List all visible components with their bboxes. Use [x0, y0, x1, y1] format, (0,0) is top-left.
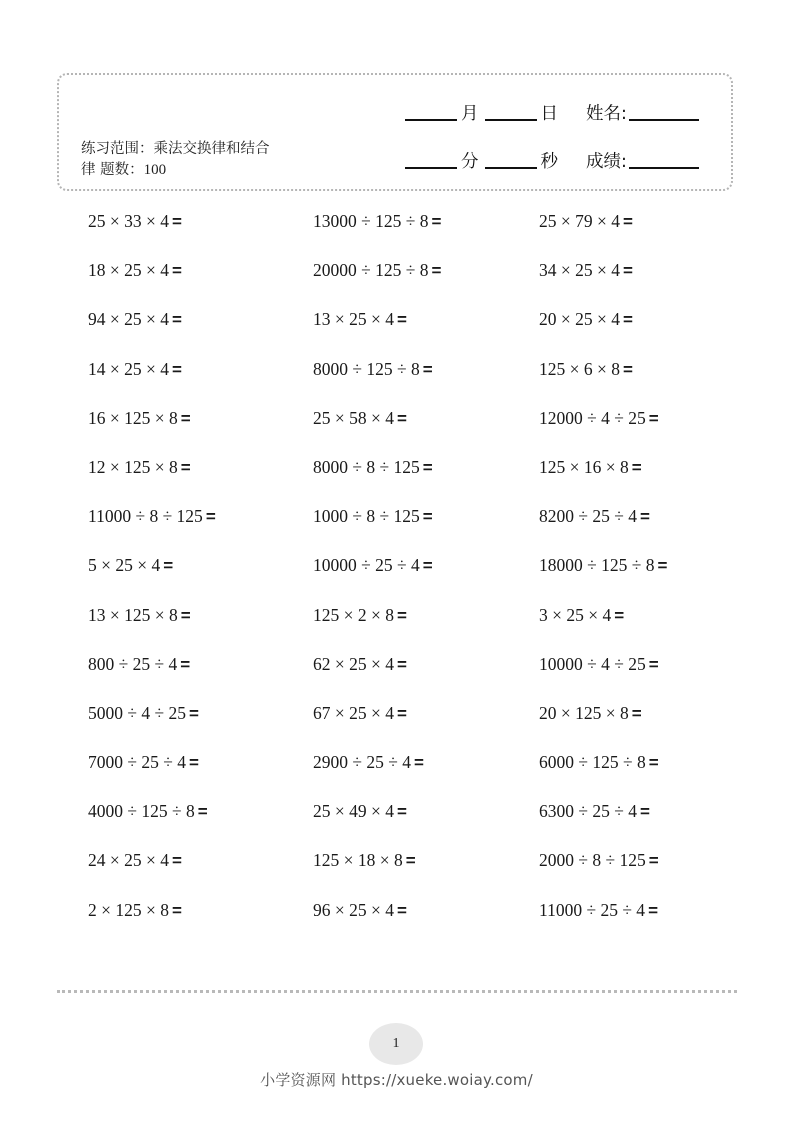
minute-blank[interactable] — [405, 167, 457, 169]
problem-expression: 10000 ÷ 25 ÷ 4 — [313, 555, 420, 576]
math-problem — [313, 598, 539, 647]
equals-sign: = — [397, 654, 407, 674]
name-label: 姓名: — [586, 104, 627, 124]
equals-sign: = — [422, 556, 433, 576]
problem-expression: 4000 ÷ 125 ÷ 8 — [88, 801, 195, 822]
equals-sign: = — [639, 507, 650, 527]
problem-expression: 94 × 25 × 4 — [88, 309, 169, 330]
problem-expression: 5000 ÷ 4 ÷ 25 — [88, 702, 186, 723]
math-problem — [313, 794, 539, 843]
math-problem — [539, 548, 748, 597]
equals-sign: = — [648, 408, 659, 428]
equals-sign: = — [180, 605, 191, 625]
problem-expression: 14 × 25 × 4 — [88, 358, 169, 379]
equals-sign: = — [397, 802, 407, 822]
problem-expression: 20 × 125 × 8 — [539, 702, 629, 723]
problem-expression: 2000 ÷ 8 ÷ 125 — [539, 850, 646, 871]
month-label: 月 — [461, 104, 479, 124]
math-problem — [88, 450, 313, 499]
equals-sign: = — [623, 310, 633, 330]
equals-sign: = — [397, 900, 407, 920]
problem-expression: 10000 ÷ 4 ÷ 25 — [539, 653, 646, 674]
problem-expression: 34 × 25 × 4 — [539, 260, 620, 281]
math-problem — [313, 204, 539, 253]
math-problem — [88, 548, 313, 597]
problem-expression: 125 × 16 × 8 — [539, 456, 629, 477]
problem-expression: 62 × 25 × 4 — [313, 653, 394, 674]
math-problem — [539, 843, 748, 892]
equals-sign: = — [188, 753, 199, 773]
math-problem — [539, 499, 748, 548]
math-problem — [539, 696, 748, 745]
practice-range-line1: 练习范围：乘法交换律和结合 — [81, 141, 270, 157]
name-blank[interactable] — [629, 119, 699, 121]
date-name-row — [405, 99, 699, 125]
math-problem — [88, 893, 313, 942]
math-problem — [313, 843, 539, 892]
page-number: 1 — [392, 1036, 400, 1051]
math-problem — [313, 647, 539, 696]
math-problem — [88, 745, 313, 794]
problem-expression: 8000 ÷ 8 ÷ 125 — [313, 456, 420, 477]
problem-expression: 125 × 18 × 8 — [313, 850, 403, 871]
problem-expression: 125 × 2 × 8 — [313, 604, 394, 625]
day-blank[interactable] — [485, 119, 537, 121]
problem-expression: 13 × 125 × 8 — [88, 604, 178, 625]
equals-sign: = — [631, 703, 642, 723]
problem-expression: 125 × 6 × 8 — [539, 358, 620, 379]
math-problem — [88, 204, 313, 253]
equals-sign: = — [422, 457, 433, 477]
math-problem — [539, 302, 748, 351]
practice-range-info — [81, 139, 311, 181]
math-problem — [88, 647, 313, 696]
problem-expression: 96 × 25 × 4 — [313, 899, 394, 920]
math-problem — [539, 253, 748, 302]
equals-sign: = — [180, 457, 191, 477]
equals-sign: = — [172, 851, 182, 871]
problem-expression: 2900 ÷ 25 ÷ 4 — [313, 752, 411, 773]
problem-expression: 16 × 125 × 8 — [88, 407, 178, 428]
problem-expression: 1000 ÷ 8 ÷ 125 — [313, 506, 420, 527]
problem-expression: 18 × 25 × 4 — [88, 260, 169, 281]
problem-expression: 8200 ÷ 25 ÷ 4 — [539, 506, 637, 527]
equals-sign: = — [648, 753, 659, 773]
page-number-badge — [369, 1023, 423, 1065]
math-problem — [313, 499, 539, 548]
problem-expression: 800 ÷ 25 ÷ 4 — [88, 653, 178, 674]
math-problem — [88, 302, 313, 351]
question-count-value: 100 — [143, 162, 167, 178]
equals-sign: = — [180, 654, 191, 674]
problem-expression: 13000 ÷ 125 ÷ 8 — [313, 211, 429, 231]
equals-sign: = — [631, 457, 642, 477]
problem-expression: 6000 ÷ 125 ÷ 8 — [539, 752, 646, 773]
math-problem — [313, 745, 539, 794]
problem-expression: 25 × 49 × 4 — [313, 801, 394, 822]
problem-expression: 13 × 25 × 4 — [313, 309, 394, 330]
equals-sign: = — [163, 556, 174, 576]
equals-sign: = — [648, 654, 659, 674]
equals-sign: = — [205, 507, 216, 527]
problem-expression: 25 × 58 × 4 — [313, 407, 394, 428]
math-problem — [539, 598, 748, 647]
math-problem — [88, 696, 313, 745]
problem-expression: 20000 ÷ 125 ÷ 8 — [313, 260, 429, 281]
equals-sign: = — [431, 261, 442, 281]
equals-sign: = — [397, 310, 407, 330]
problem-expression: 20 × 25 × 4 — [539, 309, 620, 330]
equals-sign: = — [422, 359, 433, 379]
minute-label: 分 — [461, 152, 479, 172]
equals-sign: = — [188, 703, 199, 723]
math-problem — [88, 843, 313, 892]
math-problem — [539, 450, 748, 499]
math-problem — [539, 401, 748, 450]
equals-sign: = — [397, 408, 407, 428]
problem-expression: 11000 ÷ 8 ÷ 125 — [88, 506, 203, 527]
day-label: 日 — [540, 104, 558, 124]
math-problem — [313, 548, 539, 597]
problem-expression: 18000 ÷ 125 ÷ 8 — [539, 555, 655, 576]
time-score-row — [405, 147, 699, 173]
equals-sign: = — [172, 212, 182, 231]
math-problem — [539, 794, 748, 843]
problem-grid — [88, 204, 748, 942]
math-problem — [539, 204, 748, 253]
second-blank[interactable] — [485, 167, 537, 169]
math-problem — [539, 745, 748, 794]
math-problem — [313, 893, 539, 942]
math-problem — [313, 696, 539, 745]
problem-expression: 25 × 33 × 4 — [88, 211, 169, 231]
equals-sign: = — [397, 605, 407, 625]
problem-expression: 12000 ÷ 4 ÷ 25 — [539, 407, 646, 428]
equals-sign: = — [648, 851, 659, 871]
math-problem — [313, 352, 539, 401]
problem-expression: 12 × 125 × 8 — [88, 456, 178, 477]
equals-sign: = — [648, 900, 658, 920]
footer-divider — [57, 990, 737, 993]
practice-range-line2 — [81, 160, 311, 181]
site-watermark: 小学资源网 https://xueke.woiay.com/ — [260, 1071, 533, 1089]
math-problem — [313, 253, 539, 302]
equals-sign: = — [397, 703, 407, 723]
math-problem — [539, 893, 748, 942]
problem-expression: 5 × 25 × 4 — [88, 555, 161, 576]
math-problem — [313, 302, 539, 351]
question-count-label: 律 题数： — [81, 162, 144, 178]
equals-sign: = — [623, 212, 633, 231]
equals-sign: = — [639, 802, 650, 822]
math-problem — [88, 253, 313, 302]
score-blank[interactable] — [629, 167, 699, 169]
equals-sign: = — [172, 359, 182, 379]
equals-sign: = — [623, 359, 633, 379]
problem-expression: 8000 ÷ 125 ÷ 8 — [313, 358, 420, 379]
problem-expression: 6300 ÷ 25 ÷ 4 — [539, 801, 637, 822]
equals-sign: = — [405, 851, 416, 871]
math-problem — [539, 352, 748, 401]
equals-sign: = — [172, 900, 182, 920]
equals-sign: = — [614, 605, 625, 625]
equals-sign: = — [172, 261, 182, 281]
equals-sign: = — [657, 556, 668, 576]
problem-expression: 7000 ÷ 25 ÷ 4 — [88, 752, 186, 773]
worksheet-header-box — [57, 73, 733, 191]
math-problem — [88, 794, 313, 843]
problem-expression: 3 × 25 × 4 — [539, 604, 612, 625]
equals-sign: = — [197, 802, 208, 822]
problem-expression: 24 × 25 × 4 — [88, 850, 169, 871]
problem-expression: 11000 ÷ 25 ÷ 4 — [539, 899, 646, 920]
equals-sign: = — [413, 753, 424, 773]
math-problem — [88, 401, 313, 450]
math-problem — [313, 450, 539, 499]
math-problem — [88, 352, 313, 401]
math-problem — [88, 499, 313, 548]
score-label: 成绩: — [586, 152, 627, 172]
math-problem — [539, 647, 748, 696]
equals-sign: = — [172, 310, 182, 330]
month-blank[interactable] — [405, 119, 457, 121]
equals-sign: = — [623, 261, 633, 281]
problem-expression: 25 × 79 × 4 — [539, 211, 620, 231]
problem-expression: 2 × 125 × 8 — [88, 899, 169, 920]
problem-expression: 67 × 25 × 4 — [313, 702, 394, 723]
second-label: 秒 — [540, 152, 558, 172]
math-problem — [313, 401, 539, 450]
equals-sign: = — [180, 408, 191, 428]
equals-sign: = — [422, 507, 433, 527]
equals-sign: = — [431, 212, 442, 231]
math-problem — [88, 598, 313, 647]
